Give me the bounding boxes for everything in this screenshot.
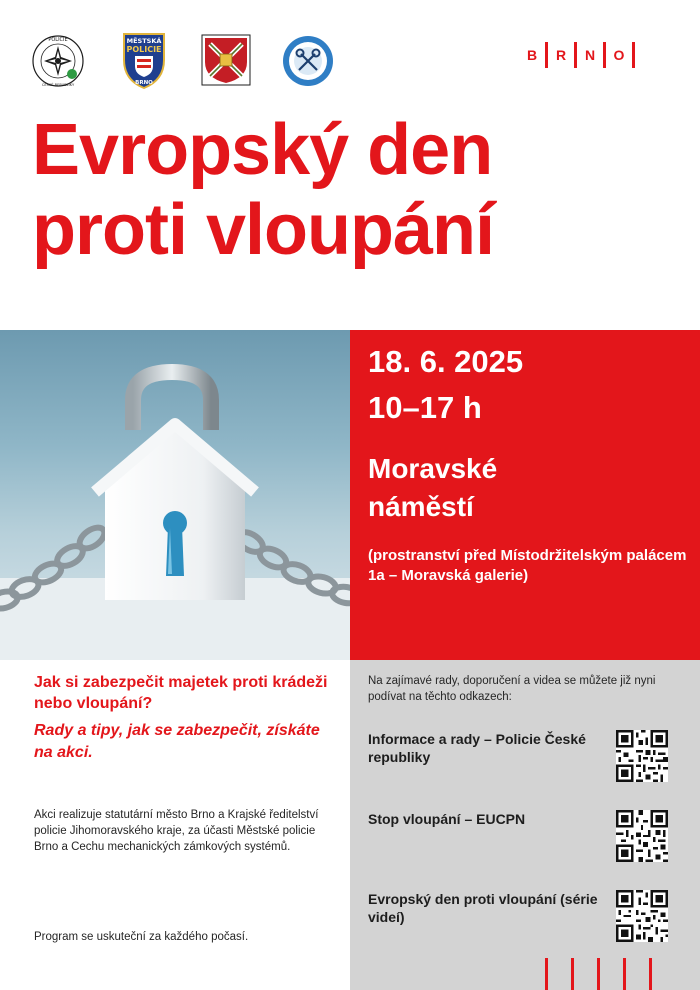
lead-invite: Rady a tipy, jak se zabezpečit, získáte na akci. [34,722,320,761]
link-police-cr[interactable] [368,730,690,786]
link-label: Evropský den proti vloupání (série videí) [368,891,598,925]
brand-divider [545,958,548,990]
brno-letter-r: R [555,47,567,63]
brno-letter-b: B [526,47,538,63]
brno-brand-mark [519,42,635,68]
link-label: Informace a rady – Policie České republiky [368,731,586,765]
brand-divider [571,958,574,990]
brand-divider [623,958,626,990]
qr-code-icon[interactable] [616,890,668,942]
mp-logo-bottom-text: BRNO [135,80,153,86]
event-time: 10–17 h [368,390,482,425]
police-cr-logo [32,32,84,90]
link-label: Stop vloupání – EUCPN [368,811,526,827]
event-photo [0,330,350,660]
brand-divider [597,958,600,990]
organizer-note: Akci realizuje statutární město Brno a Krajské ředitelství policie Jihomoravského kraje, za účasti Městské policie Brno a Cechu mechanických zámkových systémů. [34,809,319,853]
jmk-logo [200,32,252,90]
pcr-logo-top-text: POLICIE [48,37,68,43]
links-intro: Na zajímavé rady, doporučení a videa se můžete již nyni podívat na těchto odkazech: [368,675,656,703]
weather-note: Program se uskuteční za každého počasí. [34,931,249,943]
title-line-2: proti vloupání [32,190,494,270]
qr-code-icon[interactable] [616,730,668,782]
municipal-police-shield-icon [118,30,170,90]
brand-divider [649,958,652,990]
mp-logo-top-text: MĚSTSKÁ [126,37,162,45]
mestska-policie-logo [118,30,170,88]
title-line-1: Evropský den [32,110,493,190]
brand-divider [632,42,635,68]
event-place-note: (prostranství před Místodržitelským palácem 1a – Moravská galerie) [368,547,687,584]
brno-letter-o: O [613,47,625,63]
police-star-badge-icon [32,32,84,90]
link-video-series[interactable] [368,890,690,946]
qr-code-icon[interactable] [616,810,668,862]
links-panel [350,660,700,990]
event-place-line-2: náměstí [368,491,474,522]
lead-question: Jak si zabezpečit majetek proti krádeži nebo vloupání? [34,674,328,712]
brno-letter-n: N [584,47,596,63]
regional-coat-of-arms-icon [200,32,252,90]
brno-brand-bars [545,958,675,990]
pcr-logo-bottom-text: ČESKÉ REPUBLIKY [41,83,75,87]
page-title [32,110,672,270]
event-date: 18. 6. 2025 [368,344,524,379]
cech-logo [282,32,334,90]
event-place [368,450,688,526]
house-padlock-with-chain-icon [0,330,350,660]
link-eucpn[interactable] [368,810,690,866]
event-info-panel [350,330,700,660]
locksmith-guild-keys-icon [282,32,334,90]
event-place-line-1: Moravské [368,453,498,484]
mp-logo-middle-text: POLICIE [126,45,162,54]
